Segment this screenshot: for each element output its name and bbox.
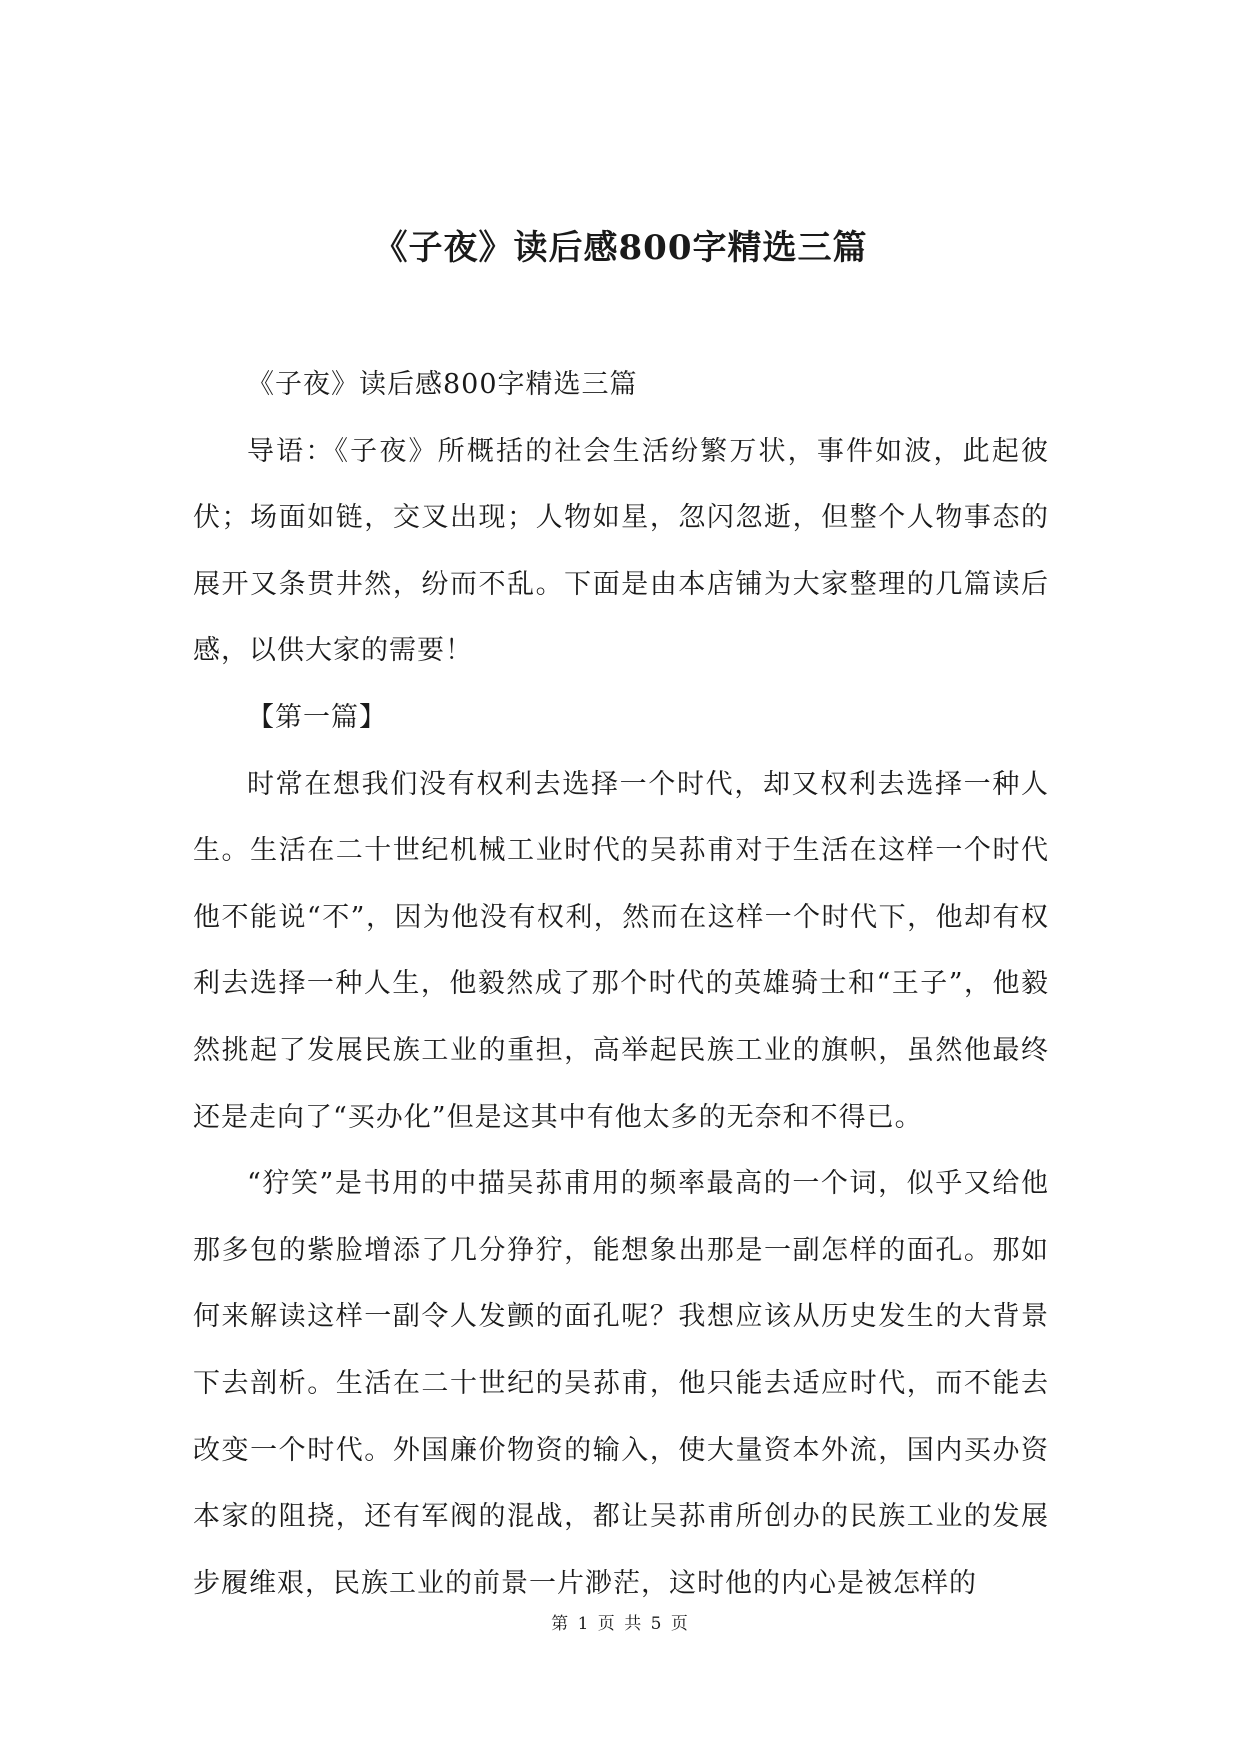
subtitle-paragraph: 《子夜》读后感800字精选三篇 [247,369,638,400]
intro-paragraph: 导语：《子夜》所概括的社会生活纷繁万状，事件如波，此起彼伏；场面如链，交叉出现；人物如星，忽闪忽逝，但整个人物事态的展开又条贯井然，纷而不乱。下面是由本店铺为大家整理的几篇读后感，以供大家的需要！ [193,435,1049,667]
section-heading: 【第一篇】 [247,701,387,733]
page-footer: 第 1 页 共 5 页 [551,1614,690,1634]
body-paragraph: “狞笑”是书用的中描吴荪甫用的频率最高的一个词，似乎又给他那多包的紫脸增添了几分狰狞，能想象出那是一副怎样的面孔。那如何来解读这样一副令人发颤的面孔呢？我想应该从历史发生的大背景下去剖析。生活在二十世纪的吴荪甫，他只能去适应时代，而不能去改变一个时代。外国廉价物资的输入，使大量资本外流，国内买办资本家的阻挠，还有军阀的混战，都让吴荪甫所创办的民族工业的发展步履维艰，民族工业的前景一片渺茫，这时他的内心是被怎样的 [193,1168,1049,1599]
document-title: 《子夜》读后感800字精选三篇 [373,228,868,268]
document-body [193,352,1049,1617]
body-paragraph: 时常在想我们没有权利去选择一个时代，却又权利去选择一种人生。生活在二十世纪机械工业时代的吴荪甫对于生活在这样一个时代他不能说“不”，因为他没有权利，然而在这样一个时代下，他却有权利去选择一种人生，他毅然成了那个时代的英雄骑士和“王子”，他毅然挑起了发展民族工业的重担，高举起民族工业的旗帜，虽然他最终还是走向了“买办化”但是这其中有他太多的无奈和不得已。 [193,768,1049,1133]
